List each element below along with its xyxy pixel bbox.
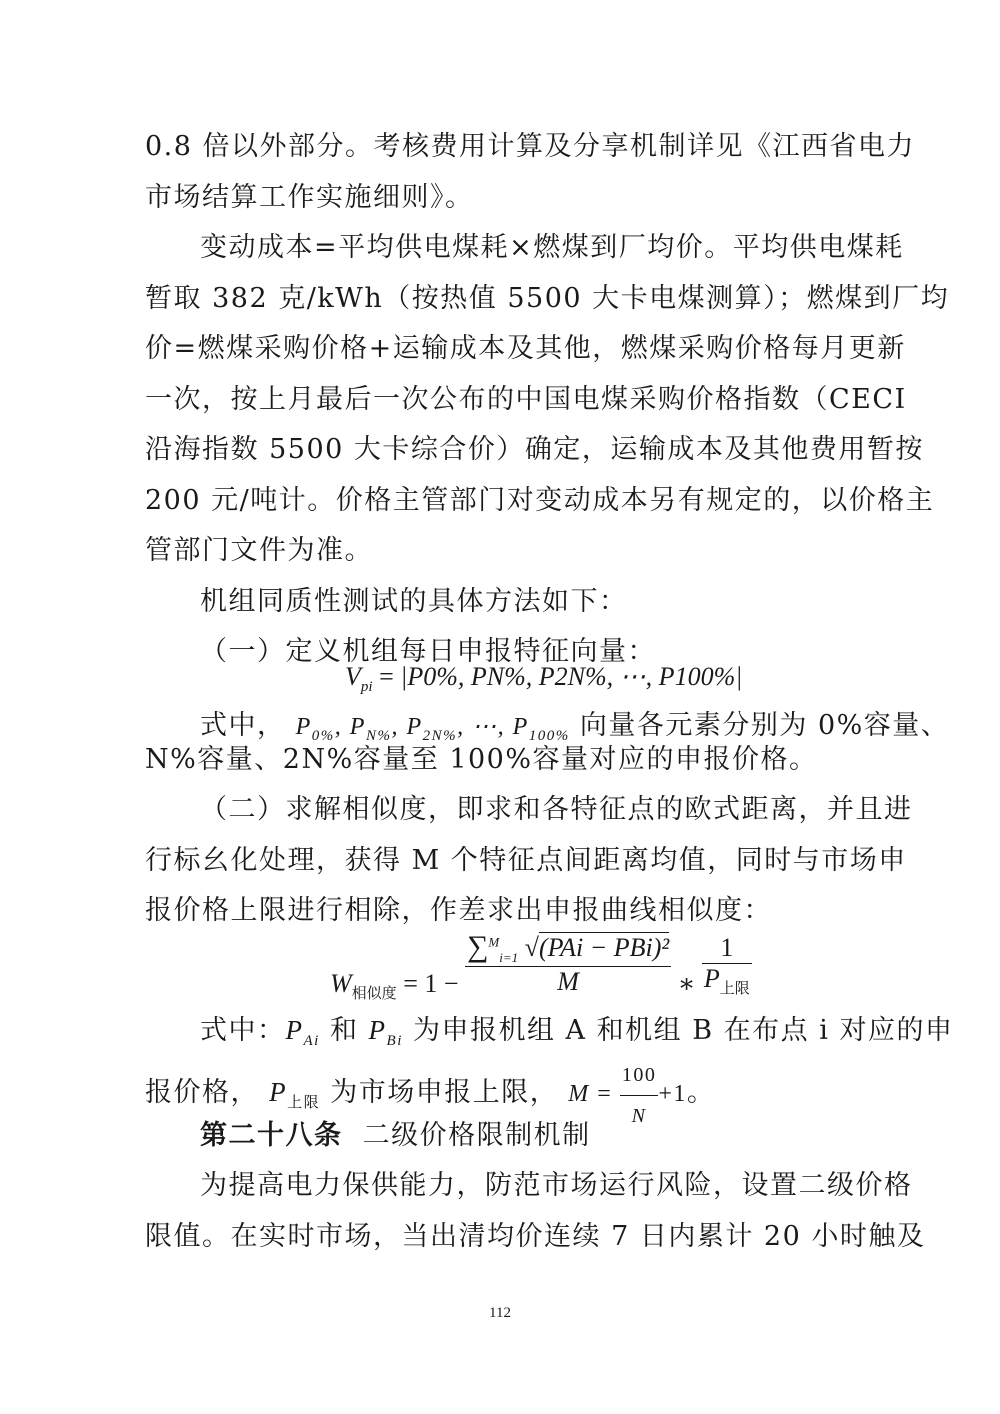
text-segment: 向量各元素分别为 0%容量、 <box>579 710 950 741</box>
m-denominator: N <box>631 1105 647 1127</box>
upper-limit-fraction <box>702 933 752 998</box>
formula-lhs: W <box>330 968 352 998</box>
formula-lhs: V <box>345 662 361 691</box>
text-line: 报价格上限进行相除，作差求出申报曲线相似度： <box>145 895 772 926</box>
text-segment: 报价格， <box>145 1077 259 1109</box>
sum-upper: M <box>488 934 500 950</box>
feature-vector-formula: $V_{pi} = |P0\%$, PN%, P2N%, ⋯, P100%| <box>345 662 743 695</box>
text-line: 为提高电力保供能力，防范市场运行风险，设置二级价格 <box>200 1170 913 1201</box>
formula-rhs: |P0%, PN%, P2N%, ⋯, P100%| <box>400 662 743 691</box>
text-line: 一次，按上月最后一次公布的中国电煤采购价格指数（CECI <box>145 384 907 415</box>
text-line: 暂取 382 克/kWh（按热值 5500 大卡电煤测算）；燃煤到厂均 <box>145 283 950 314</box>
text-line: 行标幺化处理，获得 M 个特征点间距离均值，同时与市场申 <box>145 845 907 876</box>
text-line: 机组同质性测试的具体方法如下： <box>200 586 628 617</box>
formula-lhs-sub: pi <box>360 679 373 695</box>
text-line: 式中：$P_{Ai}$ 和 $P_{Bi}$ 为申报机组 A 和机组 B 在布点 i 对应的申 <box>200 1015 954 1049</box>
text-segment: 式中： <box>200 1015 286 1046</box>
text-line: 价=燃煤采购价格+运输成本及其他，燃煤采购价格每月更新 <box>145 333 906 364</box>
inline-formula: $P_{0\%}$, $P_{N\%}$, $P_{2N\%}$, ⋯, $P_{100\%}$ <box>295 714 570 744</box>
fraction-denominator: P <box>703 964 720 994</box>
fraction-numerator: 1 <box>702 933 752 964</box>
sum-lower: i=1 <box>499 950 519 966</box>
formula-one: 1 <box>424 968 438 998</box>
text-line: 报价格， $P_{上限}$ 为市场申报上限， M = $\frac{100}{N}$ +1。 <box>145 1055 715 1136</box>
article-title: 二级价格限制机制 <box>362 1120 591 1151</box>
section-heading: （一）定义机组每日申报特征向量： <box>200 636 656 667</box>
m-plus-one: +1 <box>658 1081 687 1108</box>
fraction-denominator-sub: 上限 <box>719 981 750 998</box>
m-numerator: 100 <box>620 1055 659 1096</box>
text-line: N%容量、2N%容量至 100%容量对应的申报价格。 <box>145 744 818 775</box>
text-segment: 为市场申报上限， <box>330 1077 559 1109</box>
article-number: 第二十八条 <box>200 1120 343 1151</box>
page-number: 112 <box>489 1305 511 1321</box>
text-line: 管部门文件为准。 <box>145 535 373 566</box>
text-line: 沿海指数 5500 大卡综合价）确定，运输成本及其他费用暂按 <box>145 434 924 465</box>
denominator: M <box>557 967 579 997</box>
text-segment: 式中， <box>200 710 286 741</box>
similarity-fraction: $\frac{\sum^M_{i=1} √(PAi - PBi)^2}{M}$ <box>467 930 670 997</box>
text-line: 0.8 倍以外部分。考核费用计算及分享机制详见《江西省电力 <box>145 131 916 162</box>
similarity-formula: $W_{相似度} = 1$ − $\frac{\sum^M_{i=1} √(PAi - PBi)^2}{M}$ ∗ $\frac{1}{P_{上限}}$ <box>330 930 750 1002</box>
text-line: 200 元/吨计。价格主管部门对变动成本另有规定的，以价格主 <box>145 485 935 516</box>
text-line: 市场结算工作实施细则》。 <box>145 182 474 213</box>
text-segment: 和 <box>329 1015 359 1046</box>
formula-lhs-sub: 相似度 <box>351 985 397 1002</box>
article-heading <box>200 1116 857 1156</box>
text-line: （二）求解相似度，即求和各特征点的欧式距离，并且进 <box>200 794 913 825</box>
text-segment: 。 <box>686 1077 716 1109</box>
radicand: (PAi − PBi)² <box>538 933 670 962</box>
text-segment: 为申报机组 A 和机组 B 在布点 i 对应的申 <box>412 1015 954 1046</box>
text-line: 限值。在实时市场，当出清均价连续 7 日内累计 20 小时触及 <box>145 1221 926 1252</box>
text-line: 变动成本=平均供电煤耗×燃煤到厂均价。平均供电煤耗 <box>200 232 904 263</box>
